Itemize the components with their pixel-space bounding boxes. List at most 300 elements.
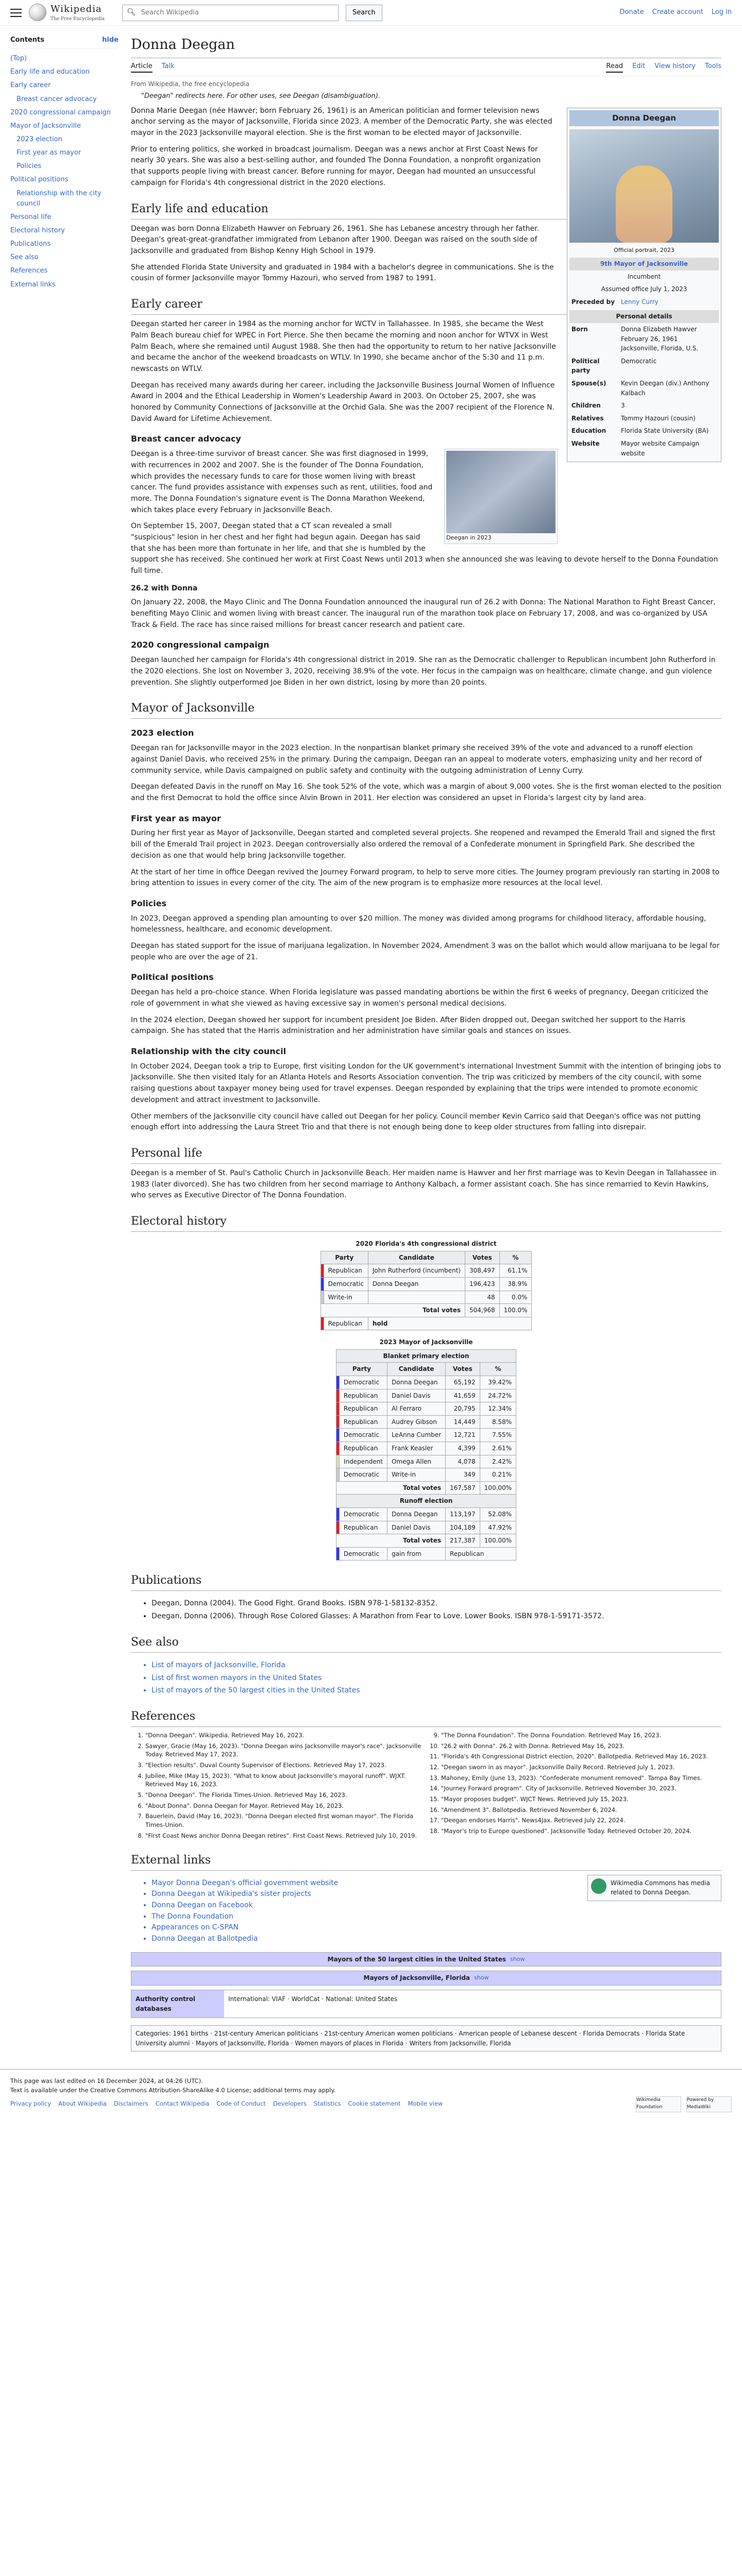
portrait-image[interactable] — [569, 129, 719, 243]
table-row — [336, 1455, 516, 1468]
party-cell[interactable]: Republican — [339, 1442, 387, 1455]
paragraph: Deegan launched her campaign for Florida's 4th congressional district in 2019. She ran as the Democratic challenger to Republican incumbent John Rutherford in the 2020 elections. She lost on November 3, 2020, receiving 38.9% of the vote. Her focus in the campaign was on healthcare, climate change, and gun violence prevention. She slightly outperformed Joe Biden in her own district, losing by more than 20 points. — [131, 656, 716, 687]
party-cell[interactable]: Republican — [324, 1264, 368, 1278]
see-also-link[interactable]: • List of mayors of Jacksonville, Florida — [151, 1660, 721, 1671]
navbox-title[interactable]: Mayors of Jacksonville, Florida — [363, 1974, 470, 1982]
toc-item[interactable] — [10, 146, 119, 160]
logo-wordmark: Wikipedia — [50, 3, 102, 14]
wikipedia-logo[interactable] — [29, 2, 105, 24]
table-subheader: Runoff election — [336, 1495, 516, 1508]
votes-cell: 104,189 — [446, 1521, 480, 1534]
commons-box — [587, 1875, 721, 1901]
total-percent: 100.00% — [480, 1481, 516, 1495]
total-label: Total votes — [321, 1304, 465, 1317]
percent-cell: 24.72% — [480, 1389, 516, 1402]
result-row — [336, 1547, 516, 1561]
infobox-label: Political party — [571, 357, 600, 375]
portrait-caption: Official portrait, 2023 — [614, 246, 674, 253]
external-link[interactable]: • Mayor Donna Deegan's official government website — [151, 1878, 721, 1889]
party-cell[interactable]: Republican — [339, 1402, 387, 1416]
candidate-cell[interactable]: Donna Deegan — [368, 1277, 465, 1291]
table-caption: 2020 Florida's 4th congressional district — [356, 1240, 497, 1248]
tab-read[interactable]: Read — [606, 61, 623, 73]
navbox-show-toggle[interactable]: show — [474, 1974, 489, 1981]
party-cell[interactable]: Independent — [339, 1455, 387, 1468]
reference-item: 4. Jubilee, Mike (May 15, 2023). "What to know about Jacksonville's mayoral runoff". WJXT. Retrieved May 16, 2023. — [145, 1772, 426, 1789]
subsection-heading: Policies — [131, 898, 167, 908]
navboxes — [131, 1952, 721, 1986]
infobox-row — [569, 412, 719, 425]
reference-item: 10. "26.2 with Donna". 26.2 with Donna. Retrieved May 16, 2023. — [441, 1742, 721, 1751]
toc-item[interactable] — [10, 120, 119, 133]
column-header: Candidate — [368, 1251, 465, 1264]
percent-cell: 38.9% — [499, 1277, 532, 1291]
search-icon: 🔍︎ — [126, 8, 136, 16]
toc-item-label[interactable]: Breast cancer advocacy — [16, 95, 97, 103]
footer-link[interactable]: Contact Wikipedia — [155, 2099, 210, 2107]
reference-item: 8. "First Coast News anchor Donna Deegan retires". First Coast News. Retrieved July 10, 2019. — [145, 1832, 426, 1840]
total-percent: 100.00% — [480, 1534, 516, 1548]
infobox-row — [569, 296, 719, 309]
paragraph: Deegan has stated support for the issue of marijuana legalization. In November 2024, Amendment 3 was on the ballot which would allow marijuana to be legal for people who are over the age of 21. — [131, 942, 720, 961]
table-row — [336, 1376, 516, 1389]
policies-section — [131, 913, 721, 963]
reference-item: 14. "Journey Forward program". City of Jacksonville. Retrieved November 30, 2023. — [441, 1784, 721, 1793]
candidate-cell[interactable]: Donna Deegan — [387, 1376, 445, 1389]
infobox-value: Tommy Hazouri (cousin) — [621, 414, 696, 422]
external-link[interactable]: • Donna Deegan at Wikipedia's sister projects — [151, 1889, 721, 1900]
external-link[interactable]: • Donna Deegan at Ballotpedia — [151, 1934, 721, 1945]
infobox-office — [569, 258, 719, 270]
paragraph: Other members of the Jacksonville city council have called out Deegan for her policy. Council member Kevin Carrico said that Deegan's office was not putting enough effort into addressing the Laura Street Trio and that there is not enough being done to keep older structures from falling into disrepair. — [131, 1112, 701, 1132]
toc-item-label[interactable]: See also — [10, 253, 39, 262]
candidate-cell[interactable]: Write-in — [387, 1468, 445, 1482]
toc-item[interactable] — [10, 187, 119, 211]
candidate-cell[interactable]: LeAnna Cumber — [387, 1429, 445, 1442]
section-heading: Personal life — [131, 1145, 721, 1164]
votes-cell: 4,078 — [446, 1455, 480, 1468]
office-link[interactable]: 9th Mayor of Jacksonville — [600, 260, 688, 268]
hatnote: "Deegan" redirects here. For other uses, see Deegan (disambiguation). — [141, 92, 381, 100]
mediawiki-logo[interactable]: Powered by MediaWiki — [686, 2096, 732, 2112]
toc-item-label[interactable]: 2020 congressional campaign — [10, 108, 111, 116]
votes-cell: 4,399 — [446, 1442, 480, 1455]
table-subheader: Blanket primary election — [336, 1349, 516, 1363]
percent-cell: 39.42% — [480, 1376, 516, 1389]
paragraph: She attended Florida State University and graduated in 1984 with a bachelor's degree in communications. She is the cousin of former Jacksonville mayor Tommy Hazouri, who served from 1987 to 1991. — [131, 263, 554, 283]
paragraph: In October 2024, Deegan took a trip to Europe, first visiting London for the UK government's international Investment Summit with the intention of bringing jobs to Jacksonville. She then visited Italy for an Atlanta Hotels and Resorts Association convention. The trip was criticized by members of the city council, with some raising questions about taxpayer money being used for travel expenses. Deegan responded by explaining that the trips were intended to promote economic development and attract investment to Jacksonville. — [131, 1062, 721, 1104]
percent-cell: 47.92% — [480, 1521, 516, 1534]
navbox — [131, 1952, 721, 1967]
paragraph: Prior to entering politics, she worked in broadcast journalism. Deegan was a news anchor at First Coast News for nearly 30 years. She was also a best-selling author, and founded The Donna Foundation, a nonprofit organization that supports people living with breast cancer. Before running for mayor, Deegan had mounted an unsuccessful campaign for Florida's 4th congressional district in the 2020 elections. — [131, 145, 541, 187]
paragraph: At the start of her time in office Deegan revived the Journey Forward program, to help to serve more cities. The Journey program previously ran starting in 2008 to bring attention to issues in every corner of the city. The aim of the new program is to emphasize more resources at the local level. — [131, 868, 720, 888]
authority-label: Authority control databases — [131, 1990, 224, 2018]
toc-item[interactable] — [10, 160, 119, 173]
candidate-cell[interactable]: Audrey Gibson — [387, 1415, 445, 1429]
toc-item[interactable] — [10, 251, 119, 264]
election-table-2023 — [336, 1335, 516, 1561]
party-cell[interactable]: Republican — [339, 1389, 387, 1402]
subsection-heading: First year as mayor — [131, 813, 221, 823]
table-row — [336, 1521, 516, 1534]
column-header: % — [480, 1363, 516, 1376]
paragraph: During her first year as Mayor of Jacksonville, Deegan started and completed several projects. She reopened and revamped the Emerald Trail and signed the first bill of the Emerald Trail project in 2023. Deegan controversially also ordered the removal of a Confederate monument in Springfield Park. She described the decision as one that would help bring Jacksonville together. — [131, 829, 716, 860]
result-party[interactable]: Republican — [324, 1317, 368, 1330]
toc-item-label[interactable]: (Top) — [10, 55, 27, 63]
log-in-link[interactable]: Log in — [711, 8, 732, 16]
toc-item-label[interactable]: References — [10, 267, 48, 275]
paragraph: Donna Marie Deegan (née Hawver; born February 26, 1961) is an American politician and former television news anchor serving as the mayor of Jacksonville, Florida since 2023. A member of the Democratic Party, she was elected mayor in the 2023 Jacksonville mayoral election. She is the first woman to be elected mayor of Jacksonville. — [131, 106, 552, 138]
marathon-section — [131, 597, 721, 631]
section-heading: Early career — [131, 296, 721, 315]
paragraph: In 2023, Deegan approved a spending plan amounting to over $20 million. The money was divided among programs for childhood literacy, affordable housing, homelessness, healthcare, and economic development. — [131, 914, 706, 934]
paragraph: Deegan defeated Davis in the runoff on May 16. She took 52% of the vote, which was a margin of about 9,000 votes. She is the first woman elected to the position and the first Democrat to hold the office since Alvin Brown in 2011. Her election was considered an upset in Florida's largest city by land area. — [131, 783, 721, 802]
infobox-title: Donna Deegan — [569, 110, 719, 126]
table-subheader-row — [336, 1349, 516, 1363]
article-content — [119, 26, 732, 2059]
total-percent: 100.0% — [499, 1304, 532, 1317]
toc-item-label[interactable]: Electoral history — [10, 226, 65, 234]
external-link[interactable]: • Donna Deegan on Facebook — [151, 1900, 721, 1911]
percent-cell: 2.61% — [480, 1442, 516, 1455]
footer-link[interactable]: Privacy policy — [10, 2099, 52, 2107]
infobox-value: Florida State University (BA) — [621, 427, 709, 435]
toc-item[interactable] — [10, 65, 119, 79]
reference-item: 9. "The Donna Foundation". The Donna Foundation. Retrieved May 16, 2023. — [441, 1731, 721, 1740]
infobox-label: Preceded by — [571, 298, 615, 306]
footer-link[interactable]: Code of Conduct — [216, 2099, 266, 2107]
paragraph: Deegan has received many awards during her career, including the Jacksonville Business Journal Women of Influence Award in 2004 and the Ethical Leadership in Women's Leadership Award in 2003. On October 25, 2007, she was honored by Community Connections of Jacksonville at the Orchid Gala. She was the 2007 recipient of the Florence N. David Award for Lifetime Achievement. — [131, 381, 555, 423]
votes-cell: 14,449 — [446, 1415, 480, 1429]
votes-cell: 48 — [465, 1291, 499, 1304]
positions-section — [131, 987, 721, 1037]
navbox-title[interactable]: Mayors of the 50 largest cities in the United States — [327, 1955, 507, 1963]
personal-tools — [619, 7, 732, 18]
footer-link[interactable]: Cookie statement — [348, 2099, 401, 2107]
footer-link[interactable]: About Wikipedia — [58, 2099, 107, 2107]
toc-item-label[interactable]: Publications — [10, 240, 51, 248]
figure — [444, 449, 558, 544]
toc-item-label[interactable]: First year as mayor — [16, 149, 81, 157]
reference-item: 16. "Amendment 3". Ballotpedia. Retrieved November 6, 2024. — [441, 1806, 721, 1815]
toc-item[interactable] — [10, 211, 119, 224]
toc-item-label[interactable]: Mayor of Jacksonville — [10, 122, 81, 130]
paragraph: In the 2024 election, Deegan showed her support for incumbent president Joe Biden. After Biden dropped out, Deegan switched her support to the Harris campaign. She has stated that the Harris administration and her administration have similar goals and stances on issues. — [131, 1015, 685, 1036]
infobox-row — [569, 425, 719, 437]
votes-cell: 12,721 — [446, 1429, 480, 1442]
column-header: Candidate — [387, 1363, 445, 1376]
figure-caption: Deegan in 2023 — [446, 534, 492, 541]
license-note: Text is available under the Creative Commons Attribution-ShareAlike 4.0 License; additional terms may apply. — [10, 2087, 336, 2094]
reference-item: 12. "Deegan sworn in as mayor". Jacksonville Daily Record. Retrieved July 1, 2023. — [441, 1763, 721, 1772]
navbox-show-toggle[interactable]: show — [510, 1955, 525, 1962]
top-bar — [0, 0, 742, 26]
reference-item: 3. "Election results". Duval County Supervisor of Elections. Retrieved May 17, 2023. — [145, 1761, 426, 1770]
globe-icon — [29, 4, 46, 21]
percent-cell: 0.0% — [499, 1291, 532, 1304]
table-row — [336, 1429, 516, 1442]
table-row — [321, 1291, 532, 1304]
external-link[interactable]: • The Donna Foundation — [151, 1911, 721, 1923]
see-also-link[interactable]: • List of first women mayors in the United States — [151, 1673, 721, 1684]
infobox-value: 3 — [621, 402, 625, 410]
main-menu-icon[interactable] — [10, 9, 22, 17]
section-heading: Early life and education — [131, 200, 721, 219]
footer-link[interactable]: Developers — [273, 2099, 307, 2107]
section-heading: References — [131, 1708, 721, 1727]
reference-item: 18. "Mayor's trip to Europe questioned". Jacksonville Today. Retrieved October 20, 2024. — [441, 1827, 721, 1836]
infobox-value: Kevin Deegan (div.) Anthony Kalbach — [621, 379, 710, 397]
toc-list — [10, 52, 119, 292]
party-cell[interactable]: Republican — [339, 1415, 387, 1429]
infobox-row — [569, 355, 719, 377]
toc-item[interactable] — [10, 173, 119, 187]
infobox-label: Website — [571, 439, 600, 447]
congress-section — [131, 655, 721, 688]
votes-cell: 65,192 — [446, 1376, 480, 1389]
toc-title: Contents — [10, 36, 44, 44]
toc-item[interactable] — [10, 264, 119, 278]
breast-cancer-section — [131, 449, 721, 577]
paragraph: Deegan is a three-time survivor of breast cancer. She was first diagnosed in 1999, with recurrences in 2002 and 2007. She is the founder of The Donna Foundation, which provides the necessary funds to care for those women living with breast cancer. The fund provides assistance with expenses such as rent, utilities, food and more. The Donna Foundation's signature event is The Donna Marathon Weekend, which takes place every February in Jacksonville Beach. — [131, 450, 433, 514]
table-of-contents — [10, 26, 119, 2059]
toc-item-label[interactable]: Personal life — [10, 213, 52, 221]
infobox-row — [569, 323, 719, 355]
votes-cell: 20,795 — [446, 1402, 480, 1416]
infobox-label: Relatives — [571, 414, 604, 422]
footer-link[interactable]: Mobile view — [408, 2099, 443, 2107]
reference-item: 15. "Mayor proposes budget". WJCT News. Retrieved July 15, 2023. — [441, 1795, 721, 1804]
result-from[interactable]: Republican — [446, 1547, 516, 1561]
party-cell[interactable]: Democratic — [339, 1429, 387, 1442]
deegan-photo[interactable] — [446, 451, 555, 533]
table-row — [336, 1415, 516, 1429]
toc-item[interactable] — [10, 93, 119, 106]
reference-item: 5. "Donna Deegan". The Florida Times-Union. Retrieved May 16, 2023. — [145, 1791, 426, 1800]
result-label: hold — [368, 1317, 532, 1330]
candidate-cell[interactable]: Donna Deegan — [387, 1508, 445, 1521]
toc-item-label[interactable]: Policies — [16, 162, 42, 171]
last-modified: This page was last edited on 16 December 2024, at 04:26 (UTC). — [10, 2077, 203, 2085]
first-year-section — [131, 828, 721, 889]
election-table-2020 — [321, 1237, 532, 1330]
references-list — [131, 1731, 721, 1840]
candidate-cell[interactable] — [368, 1291, 465, 1304]
reference-item: 6. "About Donna". Donna Deegan for Mayor. Retrieved May 16, 2023. — [145, 1802, 426, 1810]
see-also-list — [131, 1660, 721, 1697]
percent-cell: 8.58% — [480, 1415, 516, 1429]
percent-cell: 2.42% — [480, 1455, 516, 1468]
toc-item[interactable] — [10, 52, 119, 65]
section-heading: See also — [131, 1634, 721, 1653]
total-votes: 504,968 — [465, 1304, 499, 1317]
table-row — [336, 1468, 516, 1482]
reference-item: 1. "Donna Deegan". Wikipedia. Retrieved May 16, 2023. — [145, 1731, 426, 1740]
section-heading: Mayor of Jacksonville — [131, 700, 721, 719]
reference-item: 2. Sawyer, Gracie (May 16, 2023). "Donna Deegan wins Jacksonville mayor's race". Jacksonville Today. Retrieved May 17, 2023. — [145, 1742, 426, 1759]
column-header: Votes — [446, 1363, 480, 1376]
toc-item[interactable] — [10, 79, 119, 92]
total-row — [336, 1481, 516, 1495]
party-cell[interactable]: Democratic — [324, 1277, 368, 1291]
column-header: Party — [336, 1363, 387, 1376]
navbox-title-bar — [131, 1971, 721, 1985]
toc-item[interactable] — [10, 106, 119, 120]
candidate-cell[interactable]: Daniel Davis — [387, 1389, 445, 1402]
toc-item-label[interactable]: Political positions — [10, 176, 69, 184]
table-row — [336, 1389, 516, 1402]
toc-item-label[interactable]: Early life and education — [10, 68, 90, 76]
tab-edit[interactable]: Edit — [632, 62, 646, 70]
votes-cell: 196,423 — [465, 1277, 499, 1291]
source-note: From Wikipedia, the free encyclopedia — [131, 80, 249, 88]
search-input[interactable] — [140, 8, 334, 17]
candidate-cell[interactable]: John Rutherford (incumbent) — [368, 1264, 465, 1278]
publication-item: • Deegan, Donna (2004). The Good Fight. Grand Books. ISBN 978-1-58132-8352. — [151, 1598, 721, 1609]
personal-section — [131, 1168, 721, 1201]
section-heading: External links — [131, 1852, 721, 1871]
table-header-row — [321, 1251, 532, 1264]
infobox-label: Spouse(s) — [571, 379, 606, 387]
column-header: Votes — [465, 1251, 499, 1264]
council-section — [131, 1061, 721, 1133]
infobox-incumbent: Incumbent — [627, 273, 661, 280]
section-heading: Electoral history — [131, 1213, 721, 1232]
footer-link[interactable]: Statistics — [313, 2099, 341, 2107]
toc-item-label[interactable]: Early career — [10, 81, 51, 90]
table-row — [336, 1442, 516, 1455]
reference-item: 7. Bauerlein, David (May 16, 2023). "Donna Deegan elected first woman mayor". The Florida Times-Union. — [145, 1812, 426, 1829]
navbox-title-bar — [131, 1953, 721, 1967]
tab-tools[interactable]: Tools — [704, 62, 721, 70]
subsection-heading: 2020 congressional campaign — [131, 640, 269, 650]
footer-link[interactable]: Disclaimers — [113, 2099, 148, 2107]
result-row — [321, 1317, 532, 1330]
toc-item-label[interactable]: Relationship with the city council — [16, 189, 102, 208]
paragraph: Deegan ran for Jacksonville mayor in the 2023 election. In the nonpartisan blanket primary she received 39% of the vote and advanced to a runoff election against Daniel Davis, who received 25% in the primary. During the campaign, Deegan ran an appeal to moderate voters, emphasizing unity and her record of community service, while Davis campaigned on public safety and continuity with the outgoing administration of Lenny Curry. — [131, 744, 702, 775]
infobox-personal-rows — [569, 323, 719, 460]
authority-control — [131, 1990, 721, 2018]
commons-text: Wikimedia Commons has media related to Donna Deegan. — [611, 1879, 710, 1896]
column-header: % — [499, 1251, 532, 1264]
infobox-value: Donna Elizabeth Hawver February 26, 1961 Jacksonville, Florida, U.S. — [621, 325, 699, 352]
publications-list — [131, 1598, 721, 1622]
infobox-assumed: Assumed office July 1, 2023 — [601, 285, 687, 293]
external-link[interactable]: • Appearances on C-SPAN — [151, 1922, 721, 1934]
page-tabs — [131, 59, 721, 76]
total-label: Total votes — [336, 1481, 445, 1495]
toc-item[interactable] — [10, 278, 119, 292]
infobox-label: Born — [571, 325, 588, 333]
result-label: gain from — [387, 1547, 445, 1561]
infobox-row — [569, 399, 719, 412]
reference-item: 11. "Florida's 4th Congressional District election, 2020". Ballotpedia. Retrieved May 16, 2023. — [441, 1752, 721, 1761]
tab-view-history[interactable]: View history — [654, 62, 696, 70]
infobox-value: Democratic — [621, 357, 657, 365]
total-row — [336, 1534, 516, 1548]
party-cell[interactable]: Democratic — [339, 1376, 387, 1389]
tab-talk[interactable]: Talk — [161, 62, 175, 70]
party-cell[interactable]: Democratic — [339, 1508, 387, 1521]
see-also-link[interactable]: • List of mayors of the 50 largest cities in the United States — [151, 1685, 721, 1697]
table-caption: 2023 Mayor of Jacksonville — [379, 1338, 473, 1346]
candidate-cell[interactable]: Daniel Davis — [387, 1521, 445, 1534]
infobox-value: Mayor website Campaign website — [621, 439, 700, 457]
election-2023-section — [131, 743, 721, 804]
search-box[interactable] — [122, 5, 339, 21]
party-cell[interactable]: Republican — [339, 1521, 387, 1534]
commons-icon — [591, 1878, 606, 1894]
party-cell[interactable]: Write-in — [324, 1291, 368, 1304]
reference-item: 13. Mahoney, Emily (June 13, 2023). "Confederate monument removed". Tampa Bay Times. — [441, 1774, 721, 1783]
paragraph: On September 15, 2007, Deegan stated that a CT scan revealed a small "suspicious" lesion in her chest and her fight had begun again. Deegan has said that she has been more than fortunate in her life, and that she is humbled by the support she has received. She continued her work at First Coast News until 2013 when she announced she was leaving to devote herself to the Donna Foundation full time. — [131, 522, 718, 575]
table-row — [321, 1264, 532, 1278]
candidate-cell[interactable]: Omega Allen — [387, 1455, 445, 1468]
infobox-row — [569, 437, 719, 460]
subsection-heading: 26.2 with Donna — [131, 584, 198, 592]
paragraph: Deegan has held a pro-choice stance. When Florida legislature was passed mandating abortions be within the first 6 weeks of pregnancy, Deegan criticized the role of government in what she viewed as having excessive say in women's personal medical decisions. — [131, 988, 709, 1008]
page-footer — [0, 2069, 742, 2119]
infobox-label: Children — [571, 402, 601, 410]
toc-item[interactable] — [10, 238, 119, 251]
percent-cell: 12.34% — [480, 1402, 516, 1416]
candidate-cell[interactable]: Frank Keasler — [387, 1442, 445, 1455]
percent-cell: 0.21% — [480, 1468, 516, 1482]
votes-cell: 308,497 — [465, 1264, 499, 1278]
create-account-link[interactable]: Create account — [652, 8, 703, 16]
table-row — [321, 1277, 532, 1291]
section-heading: Publications — [131, 1572, 721, 1591]
category-bar[interactable]: Categories: 1961 births · 21st-century American politicians · 21st-century American women politicians · American people of Lebanese descent · Florida Democrats · Florida State University alumni · Mayors of Jacksonville, Florida · Women mayors of places in Florida · Writers from Jacksonville, Florida — [131, 2025, 721, 2052]
candidate-cell[interactable]: Al Ferraro — [387, 1402, 445, 1416]
infobox-label: Education — [571, 427, 606, 435]
percent-cell: 52.08% — [480, 1508, 516, 1521]
column-header: Party — [321, 1251, 368, 1264]
votes-cell: 41,659 — [446, 1389, 480, 1402]
total-row — [321, 1304, 532, 1317]
percent-cell: 7.55% — [480, 1429, 516, 1442]
party-cell[interactable]: Democratic — [339, 1468, 387, 1482]
tab-article[interactable]: Article — [131, 61, 153, 73]
paragraph: On January 22, 2008, the Mayo Clinic and The Donna Foundation announced the inaugural run of 26.2 with Donna: The National Marathon to Fight Breast Cancer, benefiting Mayo Clinic and women living with breast cancer. The inaugural run of the marathon took place on February 17, 2008, and was co-organized by USA Track & Field. The race has since raised millions for breast cancer research and patient care. — [131, 598, 716, 629]
toc-item-label[interactable]: External links — [10, 280, 56, 289]
donate-link[interactable]: Donate — [619, 8, 644, 16]
infobox — [567, 108, 721, 462]
search-button[interactable]: Search — [346, 5, 382, 21]
toc-hide-button[interactable]: hide — [102, 36, 119, 44]
paragraph: Deegan started her career in 1984 as the morning anchor for WCTV in Tallahassee. In 1985, she became the West Palm Beach bureau chief for WPEC in Fort Pierce. She then became the morning and noon anchor for WTVX in West Palm Beach, where she remained until August 1988. She then had the opportunity to return to her native Jacksonville and became the anchor of the weekend broadcasts on WTLV. In 1990, she became anchor of the 5:30 and 11 p.m. newscasts on WTLV. — [131, 320, 556, 373]
toc-item-label[interactable]: 2023 election — [16, 135, 62, 143]
toc-header — [10, 35, 119, 49]
subsection-heading: Relationship with the city council — [131, 1046, 286, 1056]
result-party[interactable]: Democratic — [339, 1547, 387, 1561]
preceded-by-link[interactable]: Lenny Curry — [621, 298, 659, 306]
toc-item[interactable] — [10, 224, 119, 238]
percent-cell: 61.1% — [499, 1264, 532, 1278]
subsection-heading: 2023 election — [131, 728, 194, 738]
votes-cell: 113,197 — [446, 1508, 480, 1521]
authority-links[interactable]: International: VIAF · WorldCat · National: United States — [228, 1995, 398, 2003]
table-row — [336, 1508, 516, 1521]
infobox-row — [569, 377, 719, 399]
wikimedia-logo[interactable]: Wikimedia Foundation — [636, 2096, 681, 2112]
table-row — [336, 1402, 516, 1416]
page-title: Donna Deegan — [131, 34, 721, 58]
toc-item[interactable] — [10, 133, 119, 146]
navbox — [131, 1971, 721, 1986]
votes-cell: 349 — [446, 1468, 480, 1482]
total-label: Total votes — [336, 1534, 445, 1548]
